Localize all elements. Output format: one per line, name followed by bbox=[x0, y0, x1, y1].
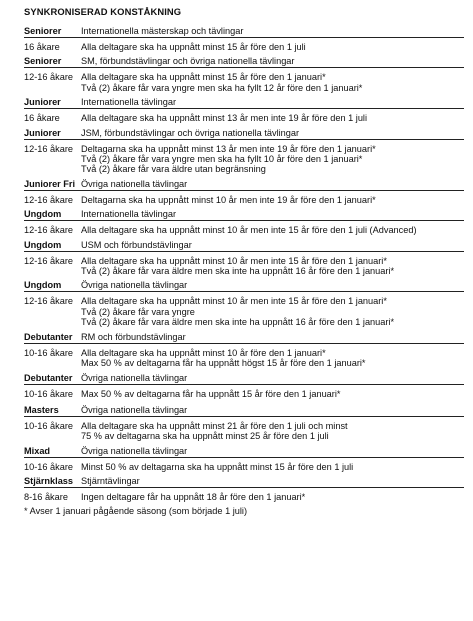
team-size: 16 åkare bbox=[24, 113, 60, 124]
requirement-line: Två (2) åkare får vara yngre men ska ha fyllt 12 år före den 1 januari* bbox=[81, 82, 363, 93]
requirement-line: Alla deltagare ska ha uppnått minst 10 år före den 1 januari* bbox=[81, 347, 326, 358]
team-size: 12-16 åkare bbox=[24, 143, 74, 154]
category-name: Stjärnklass bbox=[24, 476, 74, 487]
requirement-line: Alla deltagare ska ha uppnått minst 10 år men inte 15 år före den 1 juli (Advanced) bbox=[81, 225, 417, 236]
team-size: 12-16 åkare bbox=[24, 194, 74, 205]
document-page bbox=[24, 6, 464, 517]
requirements-list bbox=[81, 225, 464, 235]
competition-type: Internationella tävlingar bbox=[81, 209, 176, 220]
category-section bbox=[24, 476, 464, 502]
team-size: 10-16 åkare bbox=[24, 388, 74, 399]
section-body bbox=[24, 225, 464, 235]
requirements-list bbox=[81, 195, 464, 205]
competition-type: Övriga nationella tävlingar bbox=[81, 404, 188, 415]
requirement-line: Två (2) åkare får vara äldre men ska inte ha uppnått 16 år före den 1 januari* bbox=[81, 266, 395, 277]
section-body bbox=[24, 195, 464, 205]
team-size: 12-16 åkare bbox=[24, 296, 74, 307]
team-size: 12-16 åkare bbox=[24, 72, 74, 83]
section-body bbox=[24, 421, 464, 442]
section-body bbox=[24, 113, 464, 123]
requirement-line: Alla deltagare ska ha uppnått minst 15 år före den 1 januari* bbox=[81, 72, 326, 83]
category-section bbox=[24, 240, 464, 277]
team-size: 10-16 åkare bbox=[24, 420, 74, 431]
section-body bbox=[24, 42, 464, 52]
requirements-list bbox=[81, 492, 464, 502]
category-name: Debutanter bbox=[24, 331, 73, 342]
category-name: Ungdom bbox=[24, 239, 62, 250]
category-name: Juniorer bbox=[24, 97, 61, 108]
section-header bbox=[24, 476, 464, 488]
category-name: Mixad bbox=[24, 445, 51, 456]
team-size: 12-16 åkare bbox=[24, 225, 74, 236]
category-section bbox=[24, 56, 464, 93]
section-body bbox=[24, 296, 464, 327]
category-name: Juniorer Fri bbox=[24, 178, 76, 189]
competition-type: Övriga nationella tävlingar bbox=[81, 280, 188, 291]
section-body bbox=[24, 389, 464, 399]
requirement-line: Deltagarna ska ha uppnått minst 10 år men inte 19 år före den 1 januari* bbox=[81, 194, 376, 205]
section-body bbox=[24, 348, 464, 369]
section-body bbox=[24, 144, 464, 175]
requirements-list bbox=[81, 389, 464, 399]
sections-list bbox=[24, 26, 464, 503]
requirement-line: Två (2) åkare får vara yngre men ska ha fyllt 10 år före den 1 januari* bbox=[81, 154, 363, 165]
team-size: 12-16 åkare bbox=[24, 255, 74, 266]
requirements-list bbox=[81, 348, 464, 369]
competition-type: USM och förbundstävlingar bbox=[81, 239, 192, 250]
requirement-line: Alla deltagare ska ha uppnått minst 10 år men inte 15 år före den 1 januari* bbox=[81, 296, 387, 307]
requirements-list bbox=[81, 462, 464, 472]
document-title: SYNKRONISERAD KONSTÅKNING bbox=[24, 6, 182, 17]
competition-type: JSM, förbundstävlingar och övriga nationella tävlingar bbox=[81, 127, 300, 138]
section-header bbox=[24, 373, 464, 385]
category-section bbox=[24, 179, 464, 205]
requirements-list bbox=[81, 144, 464, 175]
team-size: 10-16 åkare bbox=[24, 461, 74, 472]
section-header bbox=[24, 56, 464, 68]
competition-type: Övriga nationella tävlingar bbox=[81, 372, 188, 383]
requirements-list bbox=[81, 42, 464, 52]
footnote: * Avser 1 januari pågående säsong (som började 1 juli) bbox=[24, 505, 248, 516]
category-section bbox=[24, 280, 464, 327]
section-header bbox=[24, 280, 464, 292]
category-name: Masters bbox=[24, 404, 59, 415]
category-section bbox=[24, 373, 464, 399]
section-header bbox=[24, 240, 464, 252]
requirements-list bbox=[81, 296, 464, 327]
category-name: Debutanter bbox=[24, 372, 73, 383]
section-header bbox=[24, 209, 464, 221]
category-name: Juniorer bbox=[24, 127, 61, 138]
category-section bbox=[24, 209, 464, 235]
category-section bbox=[24, 97, 464, 123]
section-header bbox=[24, 332, 464, 344]
team-size: 8-16 åkare bbox=[24, 492, 68, 503]
section-body bbox=[24, 462, 464, 472]
section-body bbox=[24, 492, 464, 502]
competition-type: SM, förbundstävlingar och övriga nationella tävlingar bbox=[81, 56, 295, 67]
category-name: Ungdom bbox=[24, 280, 62, 291]
competition-type: Övriga nationella tävlingar bbox=[81, 445, 188, 456]
team-size: 10-16 åkare bbox=[24, 347, 74, 358]
requirements-list bbox=[81, 72, 464, 93]
section-body bbox=[24, 72, 464, 93]
requirement-line: Två (2) åkare får vara yngre bbox=[81, 306, 195, 317]
category-name: Ungdom bbox=[24, 209, 62, 220]
competition-type: Internationella tävlingar bbox=[81, 97, 176, 108]
category-name: Seniorer bbox=[24, 56, 62, 67]
requirements-list bbox=[81, 421, 464, 442]
section-body bbox=[24, 256, 464, 277]
section-header bbox=[24, 179, 464, 191]
requirement-line: Två (2) åkare får vara äldre utan begränsning bbox=[81, 164, 266, 175]
requirement-line: Två (2) åkare får vara äldre men ska inte ha uppnått 16 år före den 1 januari* bbox=[81, 317, 395, 328]
requirement-line: Alla deltagare ska ha uppnått minst 21 år före den 1 juli och minst bbox=[81, 420, 348, 431]
requirement-line: Ingen deltagare får ha uppnått 18 år före den 1 januari* bbox=[81, 492, 306, 503]
competition-type: Stjärntävlingar bbox=[81, 476, 140, 487]
requirement-line: Minst 50 % av deltagarna ska ha uppnått minst 15 år före den 1 juli bbox=[81, 461, 354, 472]
category-section bbox=[24, 128, 464, 175]
requirements-list bbox=[81, 256, 464, 277]
category-section bbox=[24, 446, 464, 472]
requirement-line: Max 50 % av deltagarna får ha uppnått högst 15 år före den 1 januari* bbox=[81, 358, 366, 369]
requirement-line: Max 50 % av deltagarna får ha uppnått 15 år före den 1 januari* bbox=[81, 388, 341, 399]
section-header bbox=[24, 446, 464, 458]
team-size: 16 åkare bbox=[24, 42, 60, 52]
requirement-line: 75 % av deltagarna ska ha uppnått minst 25 år före den 1 juli bbox=[81, 431, 329, 442]
section-header bbox=[24, 97, 464, 109]
category-name: Seniorer bbox=[24, 26, 62, 36]
competition-type: Övriga nationella tävlingar bbox=[81, 178, 188, 189]
category-section bbox=[24, 26, 464, 52]
requirement-line: Alla deltagare ska ha uppnått minst 15 år före den 1 juli bbox=[81, 42, 306, 52]
section-header bbox=[24, 128, 464, 140]
requirement-line: Alla deltagare ska ha uppnått minst 10 år men inte 15 år före den 1 januari* bbox=[81, 255, 387, 266]
category-section bbox=[24, 405, 464, 442]
requirement-line: Deltagarna ska ha uppnått minst 13 år men inte 19 år före den 1 januari* bbox=[81, 143, 376, 154]
requirement-line: Alla deltagare ska ha uppnått minst 13 år men inte 19 år före den 1 juli bbox=[81, 113, 368, 124]
requirements-list bbox=[81, 113, 464, 123]
section-header bbox=[24, 405, 464, 417]
category-section bbox=[24, 332, 464, 369]
competition-type: RM och förbundstävlingar bbox=[81, 331, 186, 342]
competition-type: Internationella mästerskap och tävlingar bbox=[81, 26, 244, 36]
section-header bbox=[24, 26, 464, 38]
